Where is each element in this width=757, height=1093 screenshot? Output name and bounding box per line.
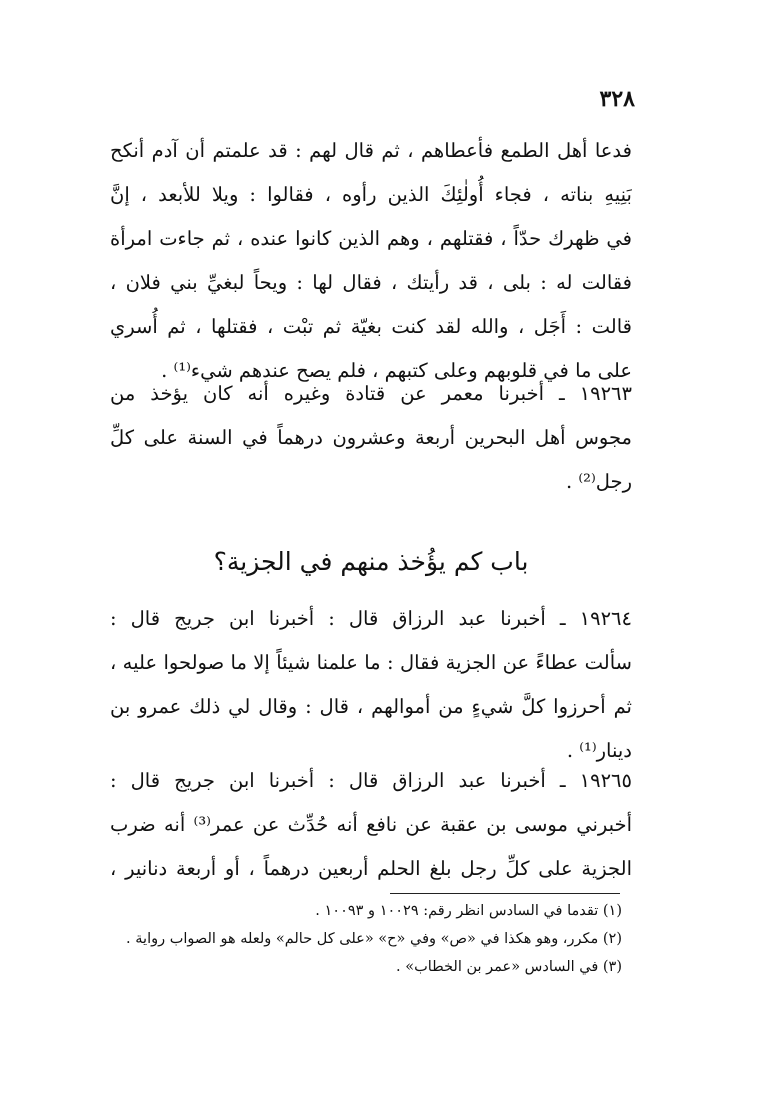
text-line: فدعا أهل الطمع فأعطاهم ، ثم قال لهم : قد علمتم أن آدم أنكح (110, 139, 632, 162)
paragraph-2 (110, 372, 632, 504)
paragraph-4 (110, 759, 632, 891)
text-line: في ظهرك حدّاً ، فقتلهم ، وهم الذين كانوا عنده ، ثم جاءت امرأة (110, 227, 632, 250)
paragraph-3 (110, 597, 632, 773)
footnote: (١) تقدما في السادس انظر رقم: ١٠٠٢٩ و ١٠٠٩٣ . (315, 903, 622, 919)
text-line: على ما في قلوبهم وعلى كتبهم ، فلم يصح عندهم شيء⁽¹⁾ . (161, 359, 632, 382)
text-line: ١٩٢٦٥ ـ أخبرنا عبد الرزاق قال : أخبرنا ابن جريج قال : (110, 769, 632, 792)
text-line: ثم أحرزوا كلَّ شيءٍ من أموالهم ، قال : وقال لي ذلك عمرو بن (110, 695, 632, 718)
footnote: (٢) مكرر، وهو هكذا في «ص» وفي «ح» «على كل حالم» ولعله هو الصواب رواية . (126, 931, 622, 947)
text-line: مجوس أهل البحرين أربعة وعشرون درهماً في السنة على كلِّ (110, 426, 632, 449)
text-line: الجزية على كلِّ رجل بلغ الحلم أربعين درهماً ، أو أربعة دنانير ، (110, 857, 632, 880)
text-line: ١٩٢٦٣ ـ أخبرنا معمر عن قتادة وغيره أنه كان يؤخذ من (110, 382, 632, 405)
section-heading: باب كم يؤُخذ منهم في الجزية؟ (213, 547, 529, 576)
text-line: دينار⁽¹⁾ . (566, 739, 632, 762)
footnote: (٣) في السادس «عمر بن الخطاب» . (396, 959, 622, 975)
page-number: ٣٢٨ (599, 86, 635, 112)
footnote-divider (390, 893, 620, 894)
paragraph-1 (110, 129, 632, 393)
text-line: سألت عطاءً عن الجزية فقال : ما علمنا شيئاً إلا ما صولحوا عليه ، (110, 651, 632, 674)
footnotes (100, 897, 622, 981)
text-line: أخبرني موسى بن عقبة عن نافع أنه حُدِّث عن عمر⁽³⁾ أنه ضرب (110, 813, 632, 836)
text-line: قالت : أَجَل ، والله لقد كنت بغيّة ثم تبْت ، فقتلها ، ثم أُسري (110, 315, 632, 338)
text-line: رجل⁽²⁾ . (565, 470, 632, 493)
text-line: ١٩٢٦٤ ـ أخبرنا عبد الرزاق قال : أخبرنا ابن جريج قال : (110, 607, 632, 630)
text-line: فقالت له : بلى ، قد رأيتك ، فقال لها : ويحاً لبغيِّ بني فلان ، (110, 271, 632, 294)
text-line: بَنِيهِ بناته ، فجاء أُولٰئِكَ الذين رأوه ، فقالوا : ويلا للأبعد ، إنَّ (110, 183, 632, 206)
